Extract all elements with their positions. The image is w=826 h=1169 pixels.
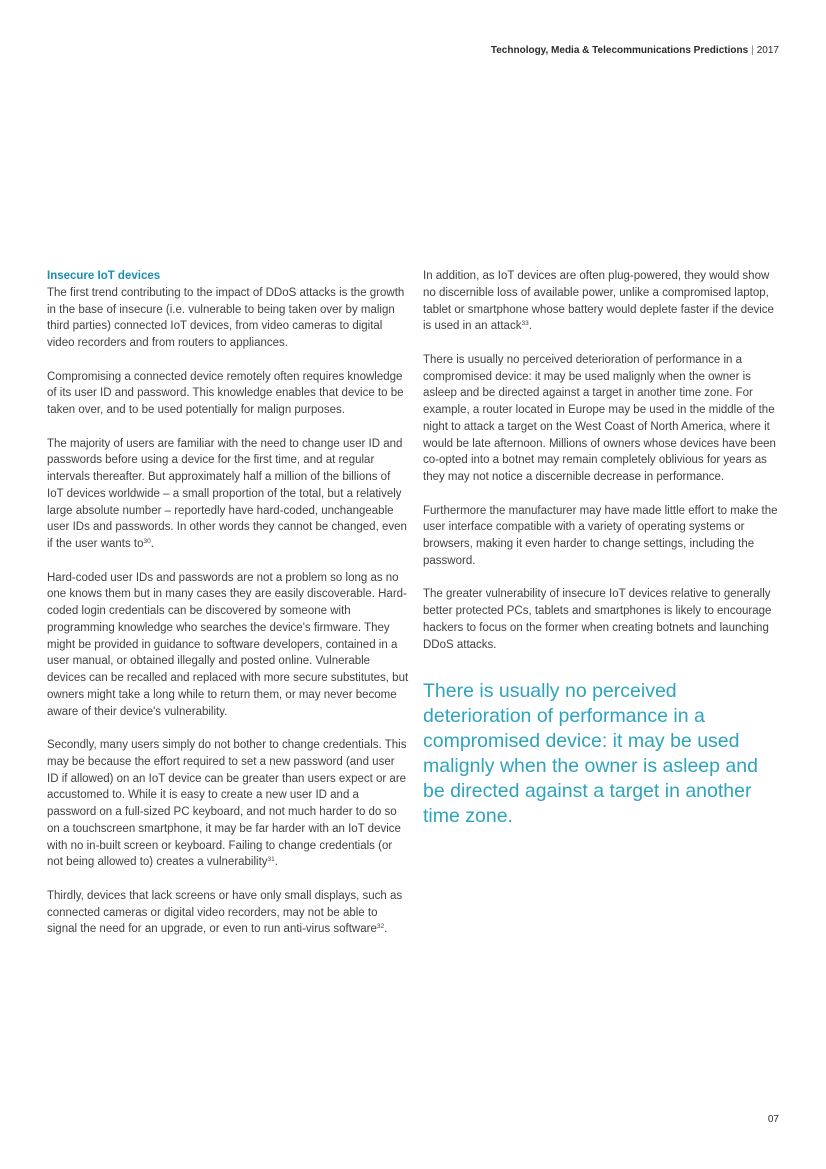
paragraph: Compromising a connected device remotely often requires knowledge of its user ID and password. This knowledge enables that device to be taken over, and to be used potentially for malign purposes.: [47, 370, 404, 416]
pull-quote: There is usually no perceived deterioration of performance in a compromised device: it may be used malignly when the owner is asleep and be directed against a target in another time zone.: [423, 680, 758, 828]
paragraph: [47, 436, 409, 553]
paragraph: [47, 888, 409, 938]
paragraph: Furthermore the manufacturer may have made little effort to make the user interface compatible with a variety of operating systems or browsers, making it even harder to change settings, including the password.: [423, 504, 778, 567]
paragraph: [47, 737, 409, 871]
right-column: [423, 268, 783, 829]
paragraph-end: .: [528, 320, 532, 333]
paragraph-text: The majority of users are familiar with the need to change user ID and passwords before using a device for the first time, and at regular intervals thereafter. But approximately half a million of the billions of IoT devices worldwide – a small proportion of the total, but a relatively large absolute number – reportedly have hard-coded, unchangeable user IDs and passwords. In other words they cannot be changed, even if the user wants to: [47, 437, 407, 550]
paragraph: The greater vulnerability of insecure IoT devices relative to generally better protected PCs, tablets and smartphones is likely to encourage hackers to focus on the former when creating botnets and launching DDoS attacks.: [423, 588, 772, 651]
paragraph-end: .: [274, 856, 278, 869]
left-column: [47, 268, 409, 955]
paragraph-text: Thirdly, devices that lack screens or have only small displays, such as connected cameras or digital video recorders, may not be able to signal the need for an upgrade, or even to run anti-virus software: [47, 889, 403, 936]
footnote-ref: 33: [521, 320, 529, 328]
paragraph-text: Secondly, many users simply do not bother to change credentials. This may be because the effort required to set a new password (and user ID if allowed) on an IoT device can be greater than users expect or are accustomed to. While it is easy to create a new user ID and a password on a full-sized PC keyboard, and not much harder to do so on a touchscreen smartphone, it may be far harder with an IoT device with no in-built screen or keyboard. Failing to change credentials (or not being allowed to) creates a vulnerability: [47, 739, 407, 869]
paragraph-end: .: [384, 923, 388, 936]
footnote-ref: 30: [143, 538, 151, 545]
publication-title: Technology, Media & Telecommunications Predictions: [490, 45, 749, 56]
footnote-ref: 32: [376, 923, 385, 931]
paragraph: [423, 268, 783, 335]
paragraph: The first trend contributing to the impact of DDoS attacks is the growth in the base of insecure (i.e. vulnerable to being taken over by malign third parties) connected IoT devices, from video cameras to digital video recorders and from routers to appliances.: [47, 286, 405, 349]
footnote-ref: 31: [267, 856, 275, 864]
paragraph: Hard-coded user IDs and passwords are not a problem so long as no one knows them but in many cases they are easily discoverable. Hard-coded login credentials can be discovered by someone with programming knowledge who searches the device's firmware. They might be provided in guidance to software developers, contained in a user manual, or obtained illegally and posted online. Vulnerable devices can be recalled and replaced with more secure substitutes, but owners might take a long while to return them, or may never become aware of their device's vulnerability.: [47, 571, 409, 718]
running-header: [491, 45, 779, 56]
paragraph: There is usually no perceived deterioration of performance in a compromised device: it may be used malignly when the owner is asleep and be directed against a target in another time zone. For example, a router located in Europe may be used in the middle of the night to attack a target on the West Coast of North America, where it would be late afternoon. Millions of owners whose devices have been co-opted into a botnet may remain completely oblivious for years as they may not notice a discernible decrease in performance.: [423, 353, 776, 483]
section-heading: Insecure IoT devices: [47, 270, 161, 282]
publication-year: 2017: [756, 45, 779, 56]
paragraph-text: In addition, as IoT devices are often plug-powered, they would show no discernible loss of available power, unlike a compromised laptop, tablet or smartphone whose battery would deplete faster if the device is used in an attack: [423, 270, 774, 333]
page-number: 07: [767, 1114, 779, 1125]
header-separator: |: [751, 45, 754, 56]
paragraph-end: .: [150, 538, 154, 550]
